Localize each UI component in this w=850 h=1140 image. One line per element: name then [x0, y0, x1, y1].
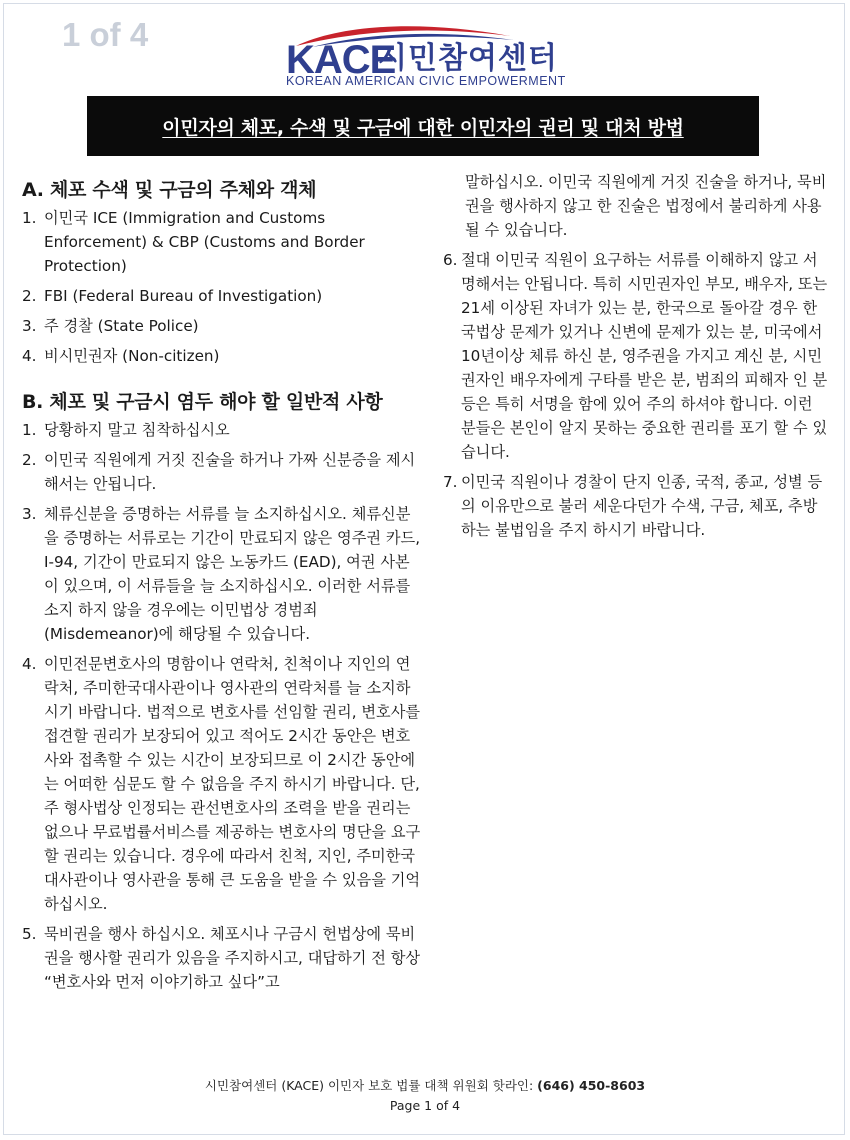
list-item: 1. 당황하지 말고 침착하십시오	[22, 421, 230, 439]
kace-logo	[282, 22, 582, 92]
list-item: 2. 이민국 직원에게 거짓 진술을 하거나 가짜 신분증을 제시해서는 안됩니다.	[22, 451, 416, 493]
logo-subtitle: KOREAN AMERICAN CIVIC EMPOWERMENT	[286, 74, 566, 88]
list-item: 6. 절대 이민국 직원이 요구하는 서류를 이해하지 않고 서명해서는 안됩니다. 특히 시민권자인 부모, 배우자, 또는 21세 이상된 자녀가 있는 분, 한국으로 돌아갈 경우 한국법상 문제가 있거나 신변에 문제가 있는 분, 미국에서 10년이상 체류 하신 분, 영주권을 가지고 계신 분, 시민권자인 배우자에게 구타를 받은 분, 범죄의 피해자 인 분 등은 특히 서명을 함에 있어 주의 하셔야 합니다. 이런 분들은 본인이 알지 못하는 중요한 권리를 포기 할 수 있습니다.	[443, 251, 828, 461]
list-item: 4. 이민전문변호사의 명함이나 연락처, 친척이나 지인의 연락처, 주미한국대사관이나 영사관의 연락처를 늘 소지하시기 바랍니다. 법적으로 변호사를 선임할 권리, 변호사를 접견할 권리가 보장되어 있고 적어도 2시간 동안은 변호사와 접촉할 수 있는 시간이 보장되므로 이 2시간 동안에는 어떠한 심문도 할 수 없음을 주지 하시기 바랍니다. 단, 주 형사법상 인정되는 관선변호사의 조력을 받을 권리는 없으나 무료법률서비스를 제공하는 변호사의 명단을 요구할 권리는 있습니다. 경우에 따라서 친척, 지인, 주미한국대사관이나 영사관을 통해 큰 도움을 받을 수 있음을 기억하십시오.	[22, 655, 421, 913]
list-item: 7. 이민국 직원이나 경찰이 단지 인종, 국적, 종교, 성별 등의 이유만으로 불러 세운다던가 수색, 구금, 체포, 추방하는 불법임을 주지 하시기 바랍니다.	[443, 473, 823, 539]
section-a-heading: A. 체포 수색 및 구금의 주체와 객체	[22, 179, 317, 201]
hotline-number: (646) 450-8603	[537, 1078, 646, 1093]
page-counter: 1 of 4	[62, 16, 149, 53]
page-footer	[0, 1076, 850, 1116]
list-item: 4. 비시민권자 (Non-citizen)	[22, 347, 220, 365]
logo-brand: KACE	[286, 38, 396, 82]
page-number: Page 1 of 4	[389, 1098, 461, 1113]
footer-hotline-line	[0, 1076, 850, 1096]
list-item: 2. FBI (Federal Bureau of Investigation)	[22, 287, 323, 305]
item-5-continued: 말하십시오. 이민국 직원에게 거짓 진술을 하거나, 묵비권을 행사하지 않고 한 진술은 법정에서 불리하게 사용될 수 있습니다.	[465, 173, 827, 239]
left-column	[22, 168, 422, 1000]
list-item: 1. 이민국 ICE (Immigration and Customs Enforcement) & CBP (Customs and Border Protection)	[22, 209, 365, 275]
section-b-heading: B. 체포 및 구금시 염두 해야 할 일반적 사항	[22, 391, 383, 413]
title-banner	[87, 96, 759, 156]
footer-org-text: 시민참여센터 (KACE) 이민자 보호 법률 대책 위원회 핫라인:	[204, 1078, 538, 1093]
right-column	[443, 170, 828, 548]
list-item: 3. 체류신분을 증명하는 서류를 늘 소지하십시오. 체류신분을 증명하는 서류로는 기간이 만료되지 않은 영주권 카드, I-94, 기간이 만료되지 않은 노동카드 (EAD), 여권 사본이 있으며, 이 서류들을 늘 소지하십시오. 이러한 서류를 소지 하지 않을 경우에는 이민법상 경범죄 (Misdemeanor)에 해당될 수 있습니다.	[22, 505, 421, 643]
list-item: 3. 주 경찰 (State Police)	[22, 317, 199, 335]
list-item: 5. 묵비권을 행사 하십시오. 체포시나 구금시 헌법상에 묵비권을 행사할 권리가 있음을 주지하시고, 대답하기 전 항상 “변호사와 먼저 이야기하고 싶다”고	[22, 925, 421, 991]
page-title: 이민자의 체포, 수색 및 구금에 대한 이민자의 권리 및 대처 방법	[162, 116, 684, 139]
logo-korean-name: 시민참여센터	[378, 41, 558, 76]
